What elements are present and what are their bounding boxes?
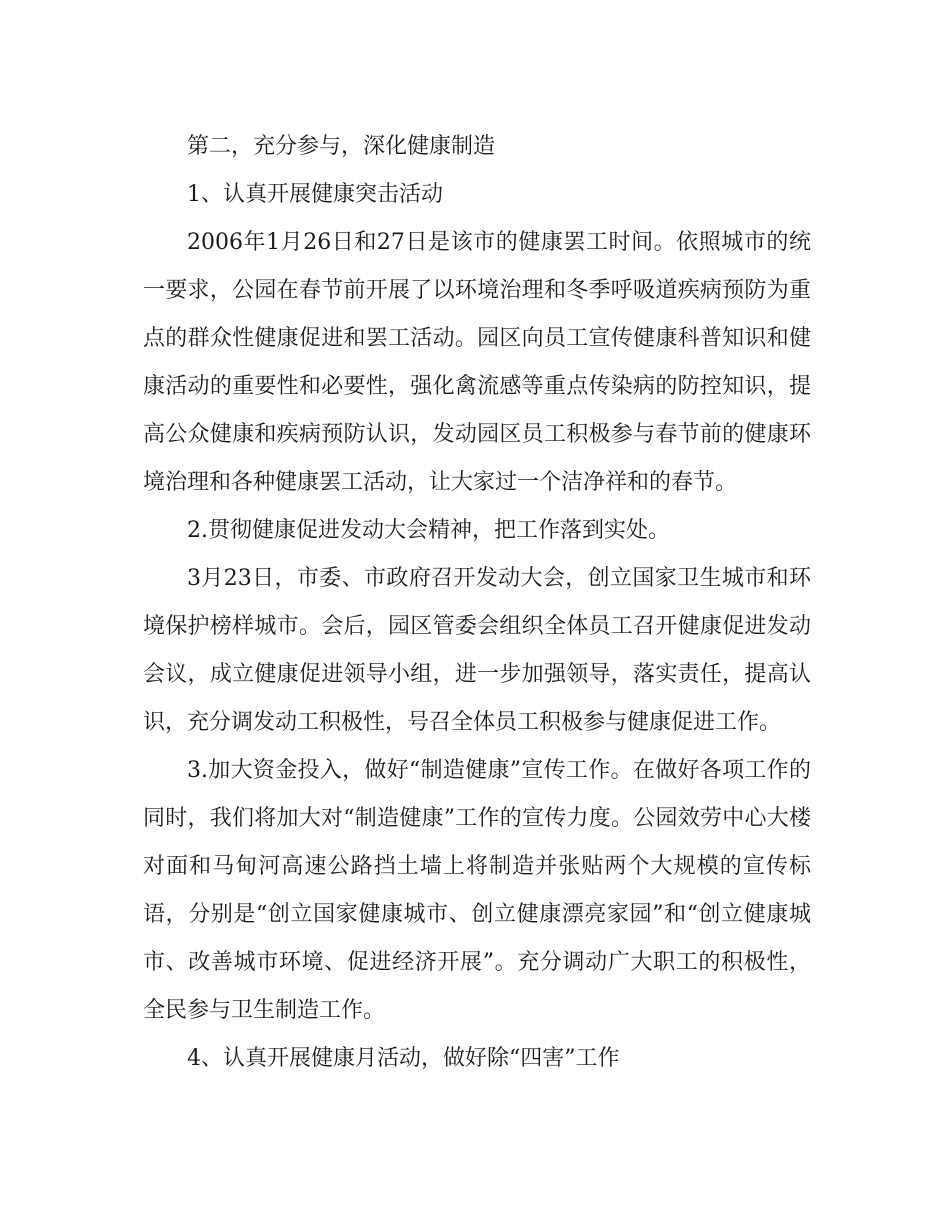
document-body: [143, 123, 811, 1083]
body-paragraph-1: 2006年1月26日和27日是该市的健康罢工时间。依照城市的统一要求，公园在春节前开展了以环境治理和冬季呼吸道疾病预防为重点的群众性健康促进和罢工活动。园区向员工宣传健康科普知识和健康活动的重要性和必要性，强化禽流感等重点传染病的防控知识，提高公众健康和疾病预防认识，发动园区员工积极参与春节前的健康环境治理和各种健康罢工活动，让大家过一个洁净祥和的春节。: [143, 230, 811, 495]
body-paragraph-3: 3.加大资金投入，做好“制造健康”宣传工作。在做好各项工作的同时，我们将加大对“制造健康”工作的宣传力度。公园效劳中心大楼对面和马甸河高速公路挡土墙上将制造并张贴两个大规模的宣传标语，分别是“创立国家健康城市、创立健康漂亮家园”和“创立健康城市、改善城市环境、促进经济开展”。充分调动广大职工的积极性，全民参与卫生制造工作。: [143, 758, 811, 1023]
subheading-2: 2.贯彻健康促进发动大会精神，把工作落到实处。: [187, 518, 670, 543]
subheading-4: 4、认真开展健康月活动，做好除“四害”工作: [187, 1046, 620, 1071]
section-heading: 第二，充分参与，深化健康制造: [187, 134, 496, 159]
subheading-1: 1、认真开展健康突击活动: [187, 182, 443, 207]
body-paragraph-2: 3月23日，市委、市政府召开发动大会，创立国家卫生城市和环境保护榜样城市。会后，园区管委会组织全体员工召开健康促进发动会议，成立健康促进领导小组，进一步加强领导，落实责任，提高认识，充分调发动工积极性，号召全体员工积极参与健康促进工作。: [143, 566, 811, 735]
